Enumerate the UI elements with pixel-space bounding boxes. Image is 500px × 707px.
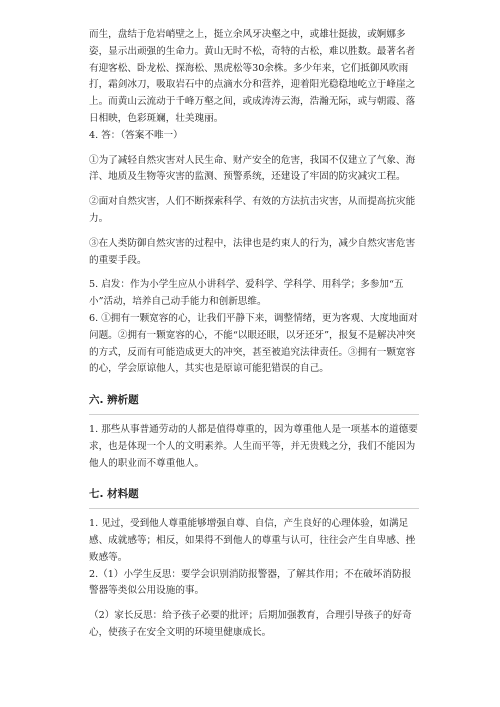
section-7-item-3: （2）家长反思：给予孩子必要的批评；后期加强教育，合理引导孩子的好奇心，使孩子在安全文明的环境里健康成长。 xyxy=(89,610,412,638)
answer-4-heading: 4. 答：（答案不唯一） xyxy=(89,129,183,141)
answer-4-point-3: ③在人类防御自然灾害的过程中，法律也是约束人的行为，减少自然灾害危害的重要手段。 xyxy=(89,237,416,266)
section-7-title: 七. 材料题 xyxy=(89,488,139,501)
pine-passage: 而生，盘结于危岩峭壁之上，挺立余风牙决壑之中，或雄壮挺拔，或婀娜多姿，显示出顽强的生命力。黄山无时不松，奇特的古松，难以胜数。最著名者有迎客松、卧龙松、探海松、黑虎松等30余株。多少年来，它们抵御风吹雨打，霜剑冰刀，吸取岩石中的点滴水分和营养，迎着阳光稳稳地屹立于峰崖之上。而黄山云流动于千峰万壑之间，或成涛涛云海，浩瀚无际，或与朝霞、落日相映，色彩斑斓，壮美瑰丽。 xyxy=(89,29,416,124)
section-6-title: 六. 辨析题 xyxy=(89,394,139,407)
section-7-item-1: 1. 见过，受到他人尊重能够增强自尊、自信，产生良好的心理体验，如满足感、成就感等；相反，如果得不到他人的尊重与认可，往往会产生自卑感、挫败感等。 xyxy=(89,518,416,563)
section-7-divider xyxy=(89,508,419,509)
answer-6: 6. ①拥有一颗宽容的心，让我们平静下来，调整情绪，更为客观、大度地面对问题。②拥有一颗宽容的心，不能“以眼还眼，以牙还牙”，报复不是解决冲突的方式，反而有可能造成更大的冲突，甚至被追究法律责任。③拥有一颗宽容的心，学会原谅他人，其实也是原谅可能犯错误的自己。 xyxy=(89,312,418,375)
answer-4-point-1: ①为了减轻自然灾害对人民生命、财产安全的危害，我国不仅建立了气象、海洋、地质及生物等灾害的监测、预警系统，还建设了牢固的防灾减灾工程。 xyxy=(89,154,416,183)
section-6-divider xyxy=(89,414,419,415)
section-7-item-2: 2.（1）小学生反思：要学会识别消防报警器，了解其作用；不在破坏消防报警器等类似公用设施的事。 xyxy=(89,568,412,597)
section-6-item-1: 1. 那些从事普通劳动的人都是值得尊重的，因为尊重他人是一项基本的道德要求，也是体现一个人的文明素养。人生而平等，并无贵贱之分，我们不能因为他人的职业而不尊重他人。 xyxy=(89,423,418,469)
answer-5: 5. 启发：作为小学生应从小讲科学、爱科学、学科学、用科学；多参加“五小”活动，培养自己动手能力和创新思维。 xyxy=(89,279,404,308)
page-content xyxy=(89,27,419,642)
answer-4-point-2: ②面对自然灾害，人们不断探索科学、有效的方法抗击灾害，从而提高抗灾能力。 xyxy=(89,196,416,224)
